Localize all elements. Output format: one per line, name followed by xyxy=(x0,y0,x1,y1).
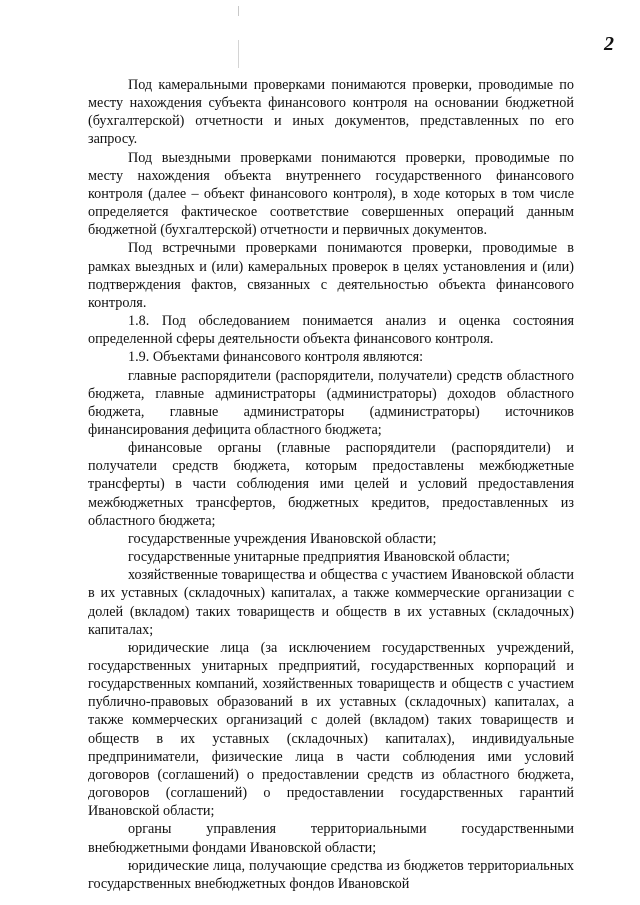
document-body xyxy=(88,76,574,893)
list-item-chief-managers: главные распорядители (распорядители, получатели) средств областного бюджета, главные администраторы (администраторы) доходов областного бюджета, главные администраторы (администраторы) источников финансирования дефицита областного бюджета; xyxy=(88,367,574,438)
list-item-financial-bodies: финансовые органы (главные распорядители (распорядители) и получатели средств бюджета, которым предоставлены межбюджетные трансферты) в части соблюдения ими целей и условий предоставления межбюджетных трансфертов, бюджетных кредитов, предоставленных из областного бюджета; xyxy=(88,440,574,529)
page-number: 2 xyxy=(604,33,614,55)
paragraph-field-audits: Под выездными проверками понимаются проверки, проводимые по месту нахождения объекта внутреннего государственного финансового контроля (далее – объект финансового контроля), в ходе которых в том числе определяется фактическое соответствие совершенных операций данным бюджетной (бухгалтерской) отчетности и первичных документов. xyxy=(88,149,574,239)
list-item-extra-budgetary-funds: органы управления территориальными государственными внебюджетными фондами Ивановской области; xyxy=(88,821,574,856)
list-item-fund-recipients: юридические лица, получающие средства из бюджетов территориальных государственных внебюджетных фондов Ивановской xyxy=(88,857,574,892)
binding-mark xyxy=(238,6,239,16)
list-item-legal-entities: юридические лица (за исключением государственных учреждений, государственных унитарных предприятий, государственных корпораций и государственных компаний, хозяйственных товариществ и обществ с участием публично-правовых образований в их уставных (складочных) капиталах, а также коммерческих организаций с долей (вкладом) таких товариществ и обществ в их уставных (складочных) капиталах), индивидуальные предприниматели, физические лица в части соблюдения ими условий договоров (соглашений) о предоставлении средств из областного бюджета, договоров (соглашений) о предоставлении государственных гарантий Ивановской области; xyxy=(88,639,574,820)
paragraph-1-9-objects: 1.9. Объектами финансового контроля являются: xyxy=(128,349,424,366)
paragraph-counter-audits: Под встречными проверками понимаются проверки, проводимые в рамках выездных и (или) камеральных проверок в целях установления и (или) подтверждения фактов, связанных с деятельностью объекта финансового контроля. xyxy=(88,240,574,311)
paragraph-desk-audits: Под камеральными проверками понимаются проверки, проводимые по месту нахождения субъекта финансового контроля на основании бюджетной (бухгалтерской) отчетности и иных документов, представленных по его запросу. xyxy=(88,77,574,148)
binding-mark xyxy=(238,40,239,68)
paragraph-1-8-inspection: 1.8. Под обследованием понимается анализ и оценка состояния определенной сферы деятельности объекта финансового контроля. xyxy=(88,313,574,348)
list-item-unitary-enterprises: государственные унитарные предприятия Ивановской области; xyxy=(128,549,510,566)
list-item-state-institutions: государственные учреждения Ивановской области; xyxy=(128,530,437,547)
list-item-business-partnerships: хозяйственные товарищества и общества с участием Ивановской области в их уставных (складочных) капиталах, а также коммерческие организации с долей (вкладом) таких товариществ и обществ в их уставных (складочных) капиталах; xyxy=(88,567,574,638)
